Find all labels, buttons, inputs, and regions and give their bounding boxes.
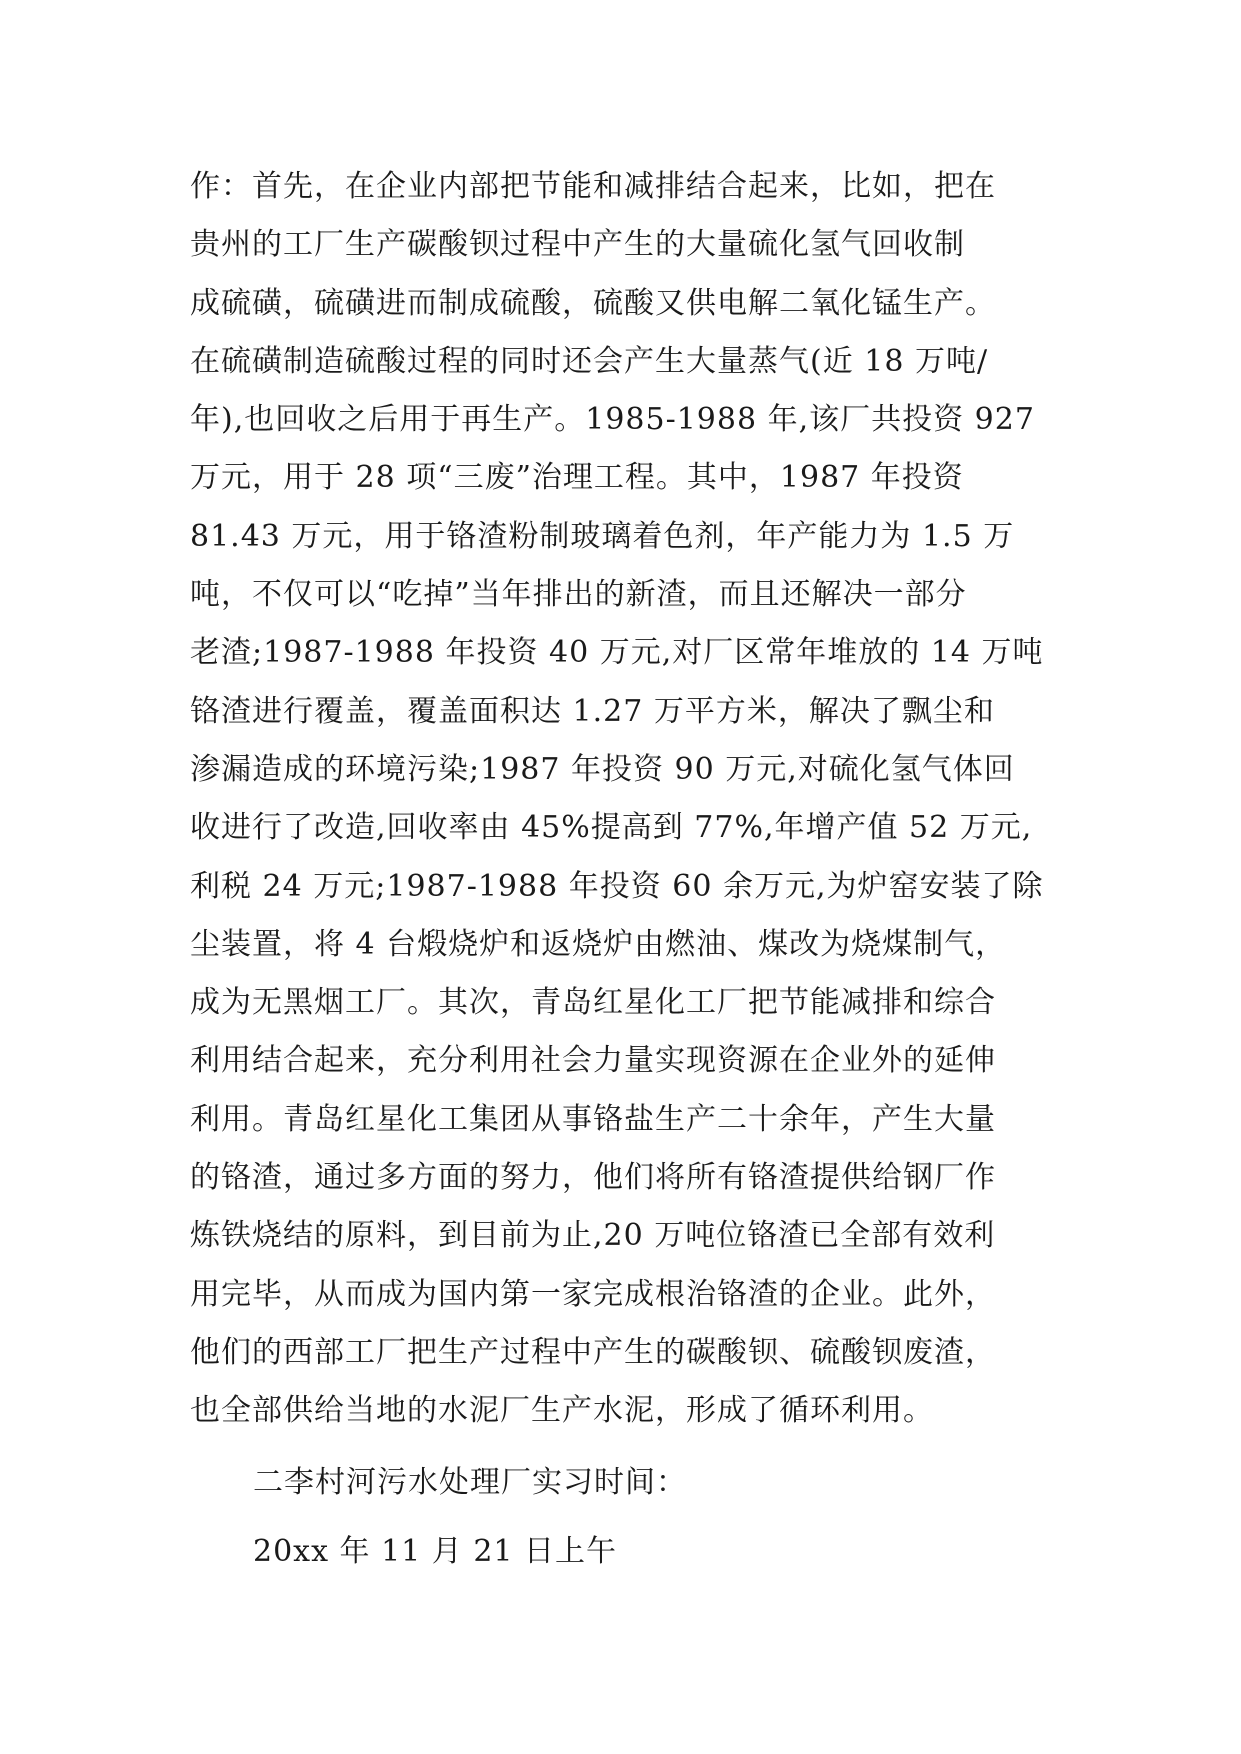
paragraph-line: 年),也回收之后用于再生产。1985-1988 年,该厂共投资 927: [190, 402, 1035, 438]
date-line: 20xx 年 11 月 21 日上午: [253, 1534, 618, 1569]
section-heading: 二李村河污水处理厂实习时间：: [253, 1465, 687, 1500]
paragraph-line: 炼铁烧结的原料，到目前为止,20 万吨位铬渣已全部有效利: [190, 1218, 996, 1254]
paragraph-line: 作：首先，在企业内部把节能和减排结合起来，比如，把在: [190, 169, 996, 204]
paragraph-line: 在硫磺制造硫酸过程的同时还会产生大量蒸气(近 18 万吨/: [190, 343, 989, 379]
paragraph-line: 成为无黑烟工厂。其次，青岛红星化工厂把节能减排和综合: [190, 985, 996, 1021]
paragraph-line: 利用。青岛红星化工集团从事铬盐生产二十余年，产生大量: [190, 1101, 996, 1137]
paragraph-line: 收进行了改造,回收率由 45%提高到 77%,年增产值 52 万元,: [190, 810, 1033, 846]
paragraph-line: 渗漏造成的环境污染;1987 年投资 90 万元,对硫化氢气体回: [190, 751, 1015, 787]
body-paragraph: [190, 158, 1090, 1441]
paragraph-line: 铬渣进行覆盖，覆盖面积达 1.27 万平方米，解决了飘尘和: [190, 693, 995, 729]
paragraph-line: 利税 24 万元;1987-1988 年投资 60 余万元,为炉窑安装了除: [190, 868, 1044, 904]
paragraph-line: 用完毕，从而成为国内第一家完成根治铬渣的企业。此外，: [190, 1276, 996, 1312]
paragraph-line: 贵州的工厂生产碳酸钡过程中产生的大量硫化氢气回收制: [190, 227, 965, 263]
paragraph-line: 尘装置，将 4 台煅烧炉和返烧炉由燃油、煤改为烧煤制气，: [190, 926, 1007, 962]
paragraph-line: 的铬渣，通过多方面的努力，他们将所有铬渣提供给钢厂作: [190, 1160, 996, 1196]
paragraph-line: 81.43 万元，用于铬渣粉制玻璃着色剂，年产能力为 1.5 万: [190, 518, 1015, 554]
paragraph-line: 也全部供给当地的水泥厂生产水泥，形成了循环利用。: [190, 1393, 934, 1429]
paragraph-line: 万元，用于 28 项“三废”治理工程。其中，1987 年投资: [190, 460, 964, 496]
paragraph-line: 利用结合起来，充分利用社会力量实现资源在企业外的延伸: [190, 1043, 996, 1079]
paragraph-line: 他们的西部工厂把生产过程中产生的碳酸钡、硫酸钡废渣，: [190, 1334, 996, 1370]
paragraph-line: 吨，不仅可以“吃掉”当年排出的新渣，而且还解决一部分: [190, 577, 967, 613]
paragraph-line: 成硫磺，硫磺进而制成硫酸，硫酸又供电解二氧化锰生产。: [190, 285, 996, 321]
paragraph-line: 老渣;1987-1988 年投资 40 万元,对厂区常年堆放的 14 万吨: [190, 635, 1044, 671]
